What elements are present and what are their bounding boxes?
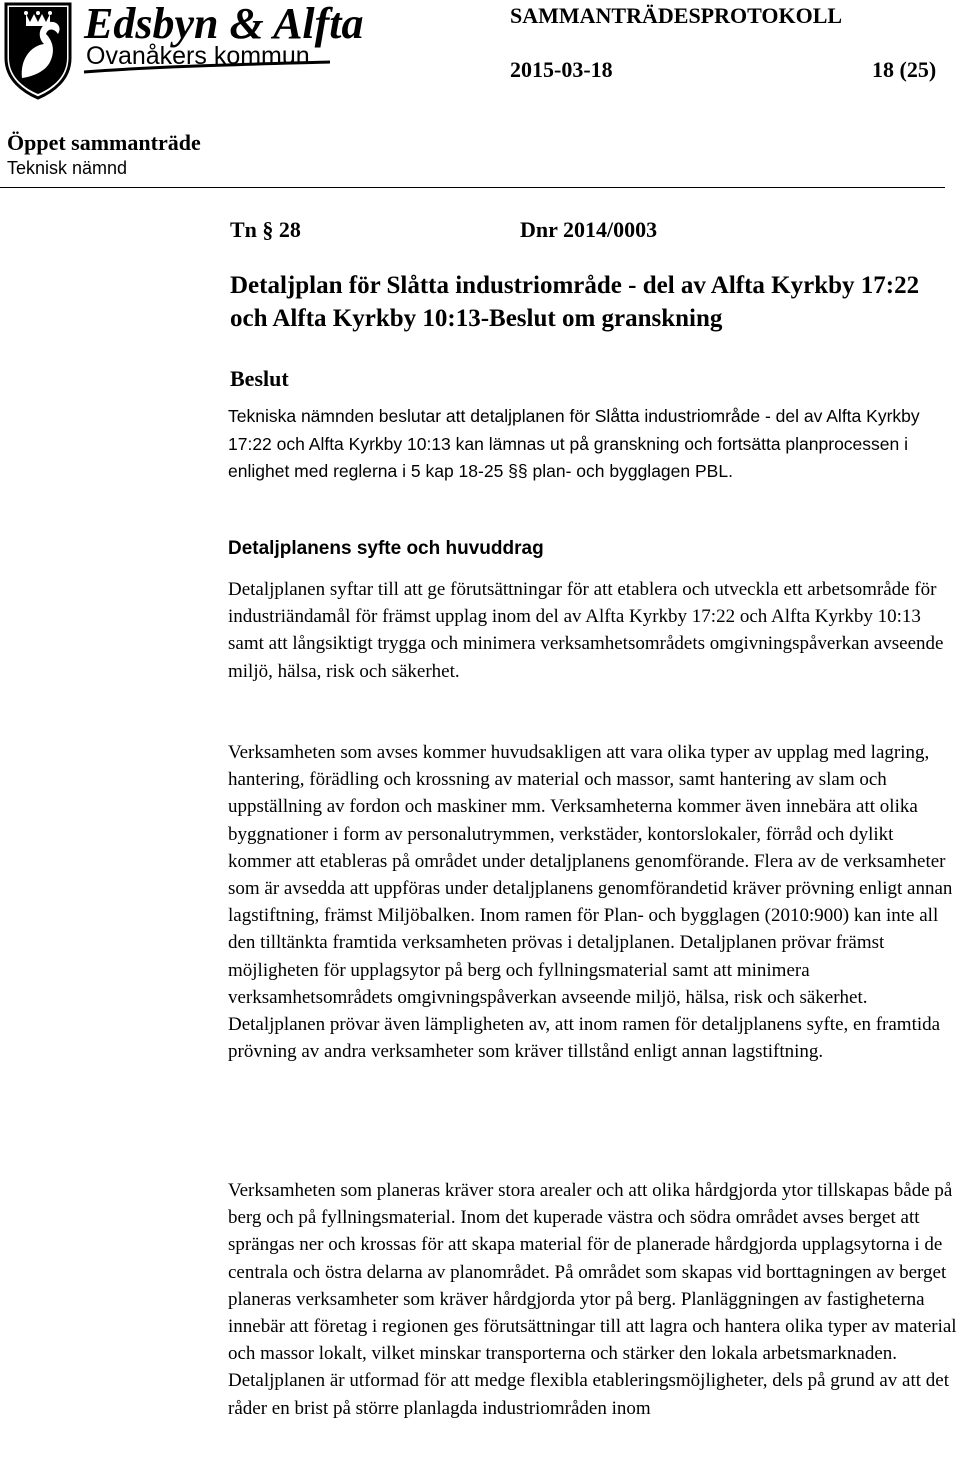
case-diary-number: Dnr 2014/0003 (520, 217, 658, 242)
document-type: SAMMANTRÄDESPROTOKOLL (510, 3, 843, 28)
decision-text: Tekniska nämnden beslutar att detaljplanen för Slåtta industriområde - del av Alfta Kyrkby 17:22 och Alfta Kyrkby 10:13 kan lämnas ut på granskning och fortsätta planprocessen i enlighet med reglerna i 5 kap 18-25 §§ plan- och bygglagen PBL. (228, 406, 920, 481)
svg-text:Ovanåkers kommun: Ovanåkers kommun (86, 42, 310, 70)
activity-paragraph: Verksamheten som avses kommer huvudsakligen att vara olika typer av upplag med lagring, hantering, förädling och krossning av material och massor, samt hantering av slam och uppställning av fordon och maskiner mm. Verksamheterna kommer även innebära att olika byggnationer i form av personalutrymmen, verkstäder, kontorslokaler, förråd och dylikt kommer att etableras på området under detaljplanens genomförande. Flera av de verksamheter som är avsedda att uppföras under detaljplanens genomförandetid kräver prövning enligt annan lagstiftning, främst Miljöbalken. Inom ramen för Plan- och bygglagen (2010:900) kan inte all den tilltänkta framtida verksamheten prövas i detaljplanen. Detaljplanen prövar främst möjligheten för upplagsytor på berg och fyllningsmaterial samt att minimera verksamhetsområdets omgivningspåverkan avseende miljö, hälsa, risk och säkerhet. Detaljplanen prövar även lämpligheten av, att inom ramen för detaljplanens syfte, en framtida prövning av andra verksamheter som kräver tillstånd enligt annan lagstiftning. (228, 742, 953, 1063)
planning-paragraph: Verksamheten som planeras kräver stora arealer och att olika hårdgjorda ytor tillskapas både på berg och på fyllningsmaterial. Inom det kuperade västra och södra området avses berget att sprängas ner och krossas för att skapa material för de planerade hårdgjorda upplagsytorna i de centrala och östra delarna av planområdet. På området som skapas vid borttagningen av berget planeras verksamheter som kräver hårdgjorda ytor på berg. Planläggningen av fastigheterna innebär att företag i regionen ges förutsättningar till att lagra och hantera olika typer av material och massor lokalt, vilket minskar transporterna och stärker den lokala arbetsmarknaden. Detaljplanen är utformad för att medge flexibla etableringsmöjligheter, dels på grund av att det råder en brist på större planlagda industriområden inom (228, 1180, 957, 1419)
meeting-title: Öppet sammanträde (7, 130, 201, 155)
header-divider (0, 187, 945, 188)
committee-name: Teknisk nämnd (7, 158, 128, 178)
page-number: 18 (25) (872, 57, 937, 82)
meeting-date: 2015-03-18 (510, 57, 613, 82)
decision-heading: Beslut (230, 366, 289, 391)
svg-text:Edsbyn & Alfta: Edsbyn & Alfta (84, 0, 364, 48)
purpose-paragraph: Detaljplanen syftar till att ge förutsättningar för att etablera och utveckla ett arbetsområde för industriändamål för främst upplag inom del av Alfta Kyrkby 17:22 och Alfta Kyrkby 10:13 samt att långsiktigt trygga och minimera verksamhetsområdets omgivningspåverkan avseende miljö, hälsa, risk och säkerhet. (228, 579, 944, 682)
case-paragraph-id: Tn § 28 (230, 217, 301, 242)
purpose-heading: Detaljplanens syfte och huvuddrag (228, 538, 544, 559)
case-title: Detaljplan för Slåtta industriområde - del av Alfta Kyrkby 17:22 och Alfta Kyrkby 10:13-Beslut om granskning (230, 272, 920, 332)
municipality-logo (0, 0, 370, 100)
